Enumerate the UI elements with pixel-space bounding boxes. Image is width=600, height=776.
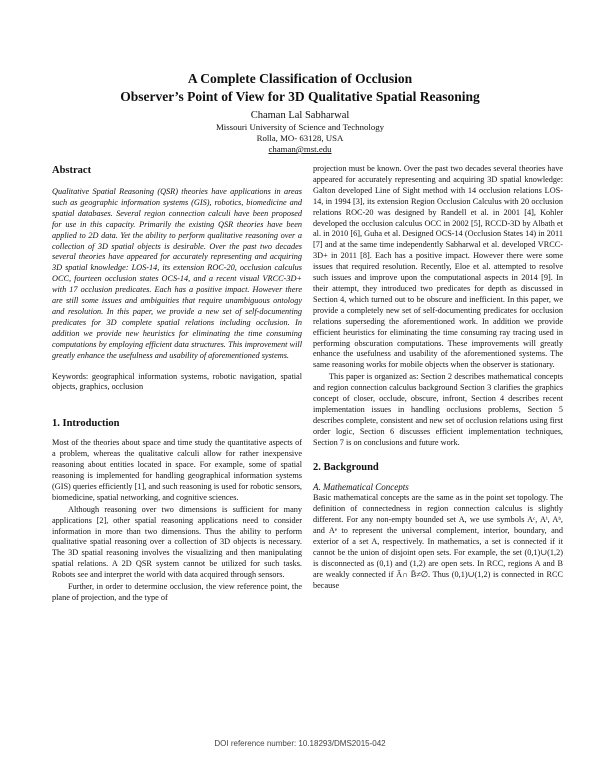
author-affiliation: Missouri University of Science and Technology — [215, 122, 385, 132]
paper-header — [0, 70, 600, 155]
abstract-body: Qualitative Spatial Reasoning (QSR) theories have applications in areas such as geographic information systems (GIS), robotics, biomedicine and spatial databases. Several region connection calculi have been proposed for use in this capacity. Primarily the existing QSR theories have been applied to 2D data. Yet the ability to perform qualitative reasoning over a collection of 3D spatial objects is desirable. Over the past two decades several theories have appeared for accurately representing and acquiring 3D spatial knowledge: LOS-14, its extension ROC-20, occlusion calculus OCC, fourteen occlusion states OCS-14, and a recent visual VRCC-3D+ with 17 occlusion predicates. Each has a positive impact. However there are still some issues and ambiguities that require unambiguous ontology and resolution. In this paper, we provide a new set of self-documenting predicates for 3D complete spatial relations including occlusion. In addition we provide new heuristics for eliminating the time consuming computations by employing efficient data structures. This improvement will greatly enhance the usefulness and usability of aforementioned systems. — [52, 187, 302, 360]
author-email-link[interactable]: chaman@mst.edu — [268, 144, 332, 154]
doi-footer: DOI reference number: 10.18293/DMS2015-042 — [214, 739, 386, 748]
keywords: Keywords: geographical information systems, robotic navigation, spatial objects, graphics, occlusion — [52, 371, 302, 392]
introduction-heading: 1. Introduction — [52, 418, 120, 430]
left-column — [52, 164, 302, 605]
intro-paragraph-3: Further, in order to determine occlusion, the view reference point, the plane of projection, and the type of — [52, 582, 302, 602]
subsection-heading: A. Mathematical Concepts — [313, 481, 409, 492]
right-paragraph-2: This paper is organized as: Section 2 describes mathematical concepts and region connection calculus background Section 3 clarifies the graphics concept of closer, occlude, obscure, infront, Section 4 describes recent implementation issues in handling occlusions problems, Section 5 describes complete, consistent and new set of occlusion relations using first order logic, Section 6 discusses efficient implementation techniques, Section 7 is on conclusions and future work. — [313, 372, 563, 447]
paper-title-line2: Observer’s Point of View for 3D Qualitative Spatial Reasoning — [120, 89, 480, 104]
author-location: Rolla, MO- 63128, USA — [256, 133, 344, 143]
abstract-heading: Abstract — [52, 165, 92, 176]
author-name: Chaman Lal Sabharwal — [250, 110, 350, 121]
intro-paragraph-2: Although reasoning over two dimensions is sufficient for many applications [2], other spatial reasoning applications need to consider information in more than two dimensions. Thus the ability to perform qualitative spatial reasoning over a collection of 3D objects is necessary. The 3D spatial reasoning involves the visualizing and then manipulating spatial relations. A 2D QSR system cannot be utilized for such tasks. Robots see and interpret the world with data acquired through sensors. — [52, 504, 302, 580]
right-column — [313, 164, 563, 593]
right-paragraph-1: projection must be known. Over the past two decades several theories have appeared for accurately representing and acquiring 3D spatial knowledge: Galton developed Line of Sight method with 14 occlusion relations LOS-14, in 1994 [3], its extension Region Occlusion Calculus with 20 occlusion relations ROC-20 was designed by Randell et al. in 2001 [4], Kohler developed the occlusion calculus OCC in 2002 [5], RCCD-3D by Albath et al. in 2010 [6], Guha et al. Designed OCS-14 (Occlusion States 14) in 2011 [7] and at the same time independently Sabharwal et al. developed VRCC-3D+ in 2011 [8]. Each has a positive impact. However there were some issues that required resolution. Recently, Eloe et al. attempted to resolve such issues and improve upon the computational aspects in 2014 [9]. In their attempt, they introduced two predicates for depth as discussed in Section 4, which turned out to be obscure and inefficient. In this paper, we provide a completely new set of self-documenting predicates for occlusion relations superseding the aforementioned work. In addition we provide efficient heuristics for eliminating the time consuming ray tracing used in performing obscuration computations. These improvements will greatly enhance the usefulness and usability of the aforementioned systems. The same reasoning works for mobile objects when the observer is stationary. — [313, 164, 563, 370]
paper-title-line1: A Complete Classification of Occlusion — [187, 71, 413, 86]
background-heading: 2. Background — [313, 461, 379, 473]
right-paragraph-3: Basic mathematical concepts are the same as in the point set topology. The definition of connectedness in region connection calculus is slightly different. For any non-empty bounded set A, we use symbols Aᶜ, Aⁱ, Aᵇ, and Aᵉ to represent the universal complement, interior, boundary, and exterior of a set A, respectively. In mathematics, a set is connected if it cannot be the union of disjoint open sets. For example, the set (0,1)∪(1,2) is disconnected as (0,1) and (1,2) are open sets. In RCC, regions A and B are weakly connected if Ā∩ B̄≠∅. Thus (0,1)∪(1,2) is connected in RCC because — [313, 493, 563, 590]
intro-paragraph-1: Most of the theories about space and time study the quantitative aspects of a problem, whereas the qualitative calculi allow for rather inexpensive reasoning about entities located in space. For example, some of spatial reasoning is implemented for handling geographical information systems (GIS) queries efficiently [1], and such reasoning is used for robotic sensors, biomedicine, spatial networking, and cognitive sciences. — [52, 438, 302, 502]
